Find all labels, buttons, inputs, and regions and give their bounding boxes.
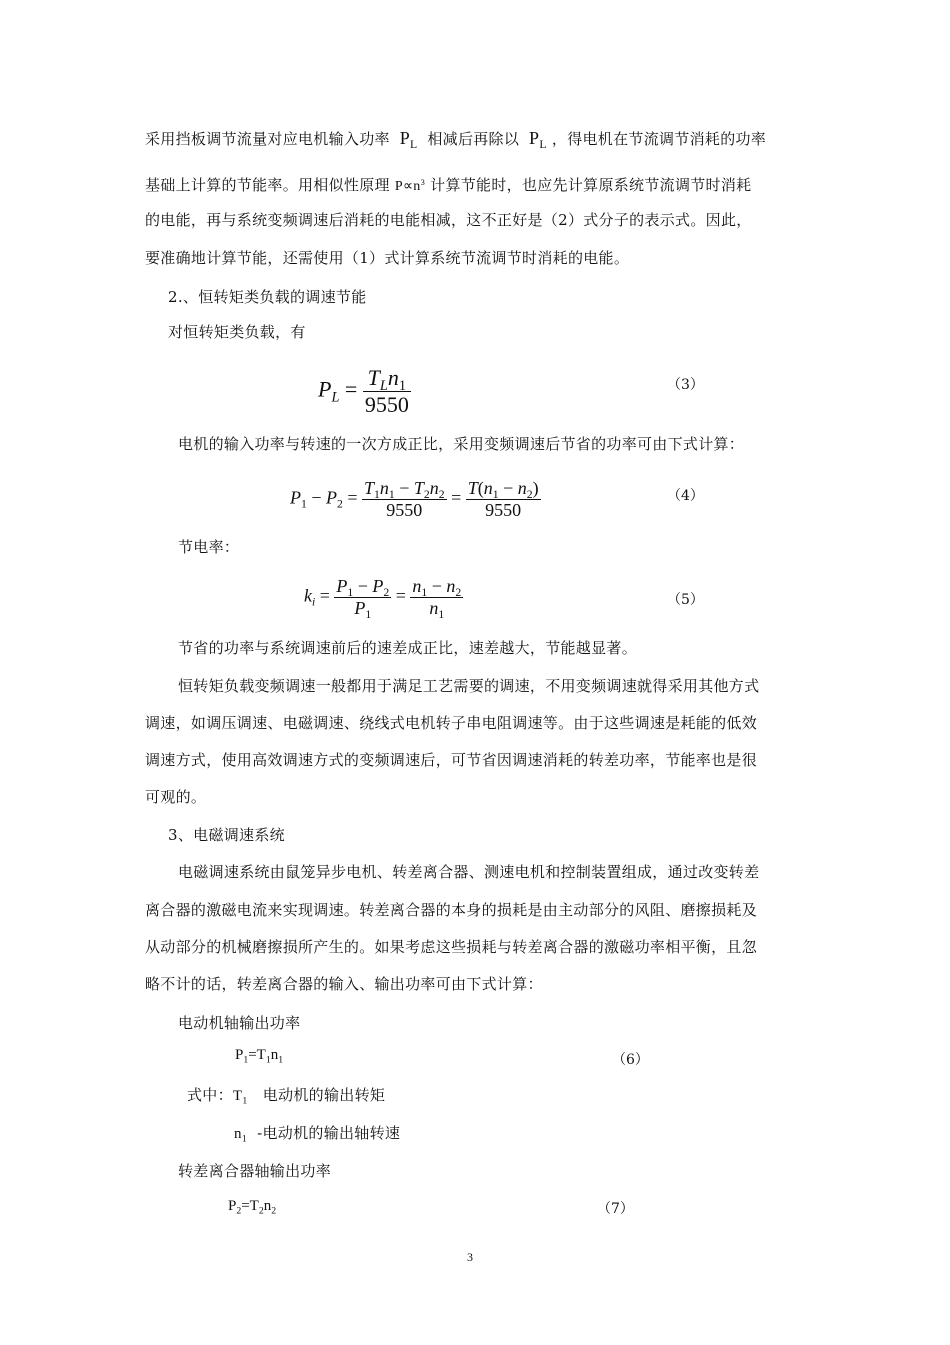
section-heading: 3、电磁调速系统 [168, 826, 285, 844]
fraction: $\frac{T(n_1 - n_2)}{9550}$ [467, 478, 539, 520]
body-text-line: 离合器的激磁电流来实现调速。转差离合器的本身的损耗是由主动部分的风阻、磨擦损耗及 [145, 901, 758, 919]
body-text-line: 节电率： [178, 538, 240, 556]
fraction: $\frac{T_Ln_1}{9550}$ [364, 365, 409, 417]
fraction: $\frac{P_1 - P_2}{P_1}$ [336, 576, 390, 622]
body-text-line: 略不计的话，转差离合器的输入、输出功率可由下式计算： [145, 975, 543, 993]
equation-number: （5） [667, 592, 704, 608]
symbol-PL: $P_L$ [524, 128, 547, 152]
text-span: 电动机的输出转矩 [262, 1086, 386, 1104]
text-span: -电动机的输出轴转速 [257, 1124, 401, 1142]
body-text-line: 调速，如调压调速、电磁调速、绕线式电机转子串电阻调速等。由于这些调速是耗能的低效 [145, 714, 758, 732]
equation-3: $P_L$ = $\frac{T_Ln_1}{9550}$ [318, 365, 409, 417]
body-text-line: 要准确地计算节能，还需使用（1）式计算系统节流调节时消耗的电能。 [145, 249, 630, 267]
body-text-line [145, 128, 767, 152]
equation-number: （7） [597, 1201, 634, 1217]
equation-4: $P_1 - P_2$ = $\frac{T_1n_1 - T_2n_2}{9550}$ = $\frac{T(n_1 - n_2)}{9550}$ [290, 478, 539, 520]
text-span: 基础上计算的节能率。用相似性原理 [145, 176, 390, 194]
fraction: $\frac{n_1 - n_2}{n_1}$ [412, 576, 462, 622]
body-text-line: 电动机轴输出功率 [178, 1014, 301, 1032]
variable-definition [187, 1085, 385, 1106]
text-span: 采用挡板调节流量对应电机输入功率 [145, 130, 390, 148]
text-span: 计算节能时，也应先计算原系统节流调节时消耗 [430, 176, 752, 194]
body-text-line [145, 175, 751, 197]
body-text-line: 电磁调速系统由鼠笼异步电机、转差离合器、测速电机和控制装置组成，通过改变转差 [178, 863, 760, 881]
equation-number: （6） [612, 1052, 649, 1068]
body-text-line: 调速方式，使用高效调速方式的变频调速后，可节省因调速消耗的转差功率，节能率也是很 [145, 751, 758, 769]
body-text-line: 从动部分的机械磨擦损所产生的。如果考虑这些损耗与转差离合器的激磁功率相平衡，且忽 [145, 938, 758, 956]
body-text-line: 节省的功率与系统调速前后的速差成正比，速差越大，节能越显著。 [178, 639, 638, 657]
equation-number: （3） [667, 377, 704, 393]
proportional-formula: $P\propto n^3$ [394, 177, 426, 194]
body-text-line: 转差离合器轴输出功率 [178, 1162, 332, 1180]
text-span: 式中： [187, 1086, 233, 1104]
body-text-line: 电机的输入功率与转速的一次方成正比，采用变频调速后节省的功率可由下式计算： [178, 435, 745, 453]
text-span: 相减后再除以 [427, 130, 520, 148]
text-span: ，得电机在节流调节消耗的功率 [551, 130, 767, 148]
fraction: $\frac{T_1n_1 - T_2n_2}{9550}$ [364, 478, 445, 520]
symbol-n1: $n_1$ [234, 1126, 247, 1145]
body-text-line: 对恒转矩类负载，有 [168, 323, 306, 341]
page-number: 3 [467, 1250, 473, 1264]
section-heading: 2.、恒转矩类负载的调速节能 [168, 288, 367, 306]
symbol-PL: $P_L$ [394, 128, 418, 152]
equation-number: （4） [667, 488, 704, 504]
body-text-line: 可观的。 [145, 788, 207, 806]
symbol-T1: $T_1$ [232, 1088, 248, 1107]
equation-5: $k_i$ = $\frac{P_1 - P_2}{P_1}$ = $\frac{n_1 - n_2}{n_1}$ [304, 576, 462, 622]
variable-definition [234, 1123, 400, 1144]
body-text-line: 的电能，再与系统变频调速后消耗的电能相减，这不正好是（2）式分子的表示式。因此， [145, 211, 752, 229]
body-text-line: 恒转矩负载变频调速一般都用于满足工艺需要的调速，不用变频调速就得采用其他方式 [178, 677, 760, 695]
equation-6: $P_1=T_1n_1$ [235, 1047, 284, 1066]
equation-7: $P_2=T_2n_2$ [228, 1198, 277, 1217]
